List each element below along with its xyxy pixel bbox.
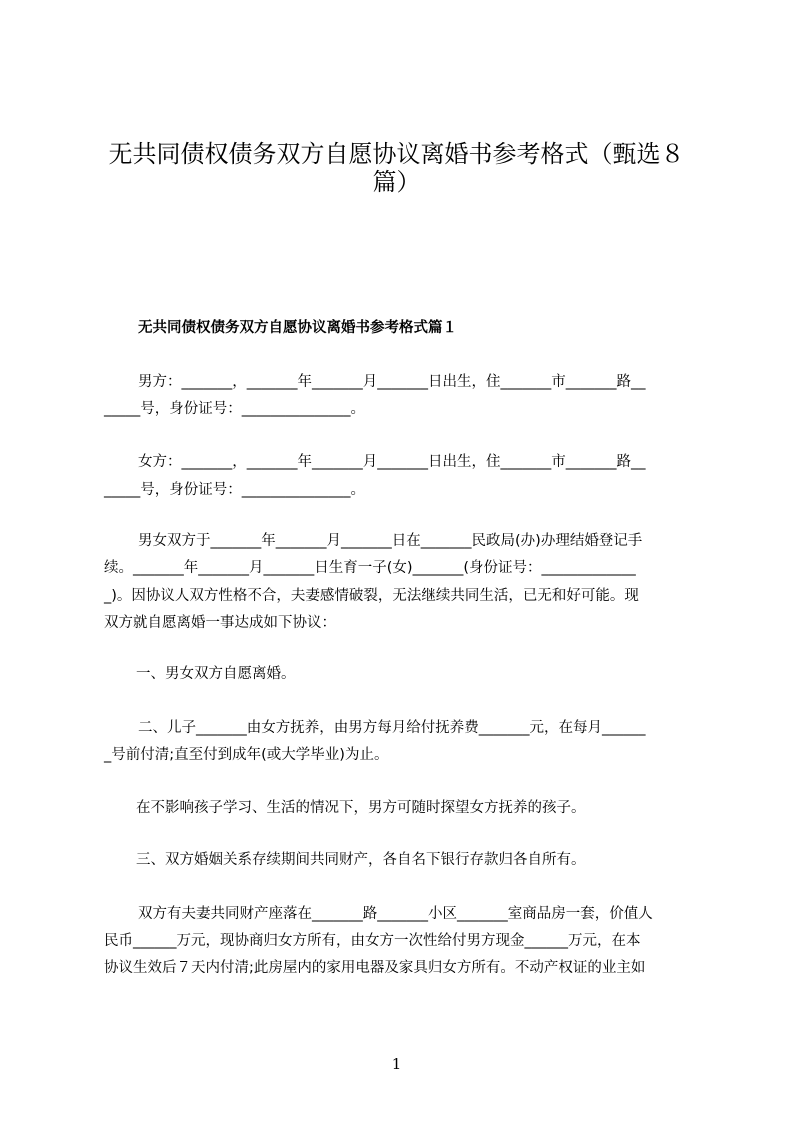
paragraph-line: 民币______万元，现协商归女方所有，由女方一次性给付男方现金______万元，在本 [104, 933, 641, 949]
page-number: 1 [391, 1055, 402, 1073]
paragraph-line: 协议生效后７天内付清;此房屋内的家用电器及家具归女方所有。不动产权证的业主如 [104, 960, 646, 976]
paragraph-line: _号前付清;直至付到成年(或大学毕业)为止。 [104, 747, 389, 763]
paragraph-line: _____号，身份证号：_______________。 [104, 482, 365, 498]
paragraph-line: 三、双方婚姻关系存续期间共同财产，各自名下银行存款归各自所有。 [136, 852, 586, 868]
paragraph-line: 女方：_______，_______年_______月_______日出生，住_______市_______路__ [138, 454, 646, 470]
paragraph-line: 二、儿子_______由女方抚养，由男方每月给付抚养费_______元，在每月______ [138, 720, 646, 736]
document-title [90, 140, 703, 196]
paragraph-line: 男女双方于_______年_______月_______日在_______民政局(办)办理结婚登记手 [138, 533, 643, 549]
paragraph-line: 一、男女双方自愿离婚。 [136, 666, 296, 682]
paragraph-line: 在不影响孩子学习、生活的情况下，男方可随时探望女方抚养的孩子。 [136, 800, 586, 816]
paragraph-line: 双方有夫妻共同财产座落在_______路_______小区_______室商品房一套，价值人 [138, 906, 653, 922]
paragraph-line: _)。因协议人双方性格不合，夫妻感情破裂，无法继续共同生活，已无和好可能。现 [104, 588, 639, 604]
section-title: 无共同债权债务双方自愿协议离婚书参考格式篇１ [138, 320, 457, 336]
paragraph-line: _____号，身份证号：_______________。 [104, 401, 365, 417]
paragraph-line: 男方：_______，_______年_______月_______日出生，住_______市_______路__ [138, 374, 646, 390]
paragraph-line: 双方就自愿离婚一事达成如下协议： [104, 615, 336, 631]
title-line-1: 无共同债权债务双方自愿协议离婚书参考格式（甄选８ [108, 140, 685, 168]
title-line-2: 篇） [372, 168, 421, 196]
paragraph-line: 续。_______年_______月_______日生育一子(女)_______(身份证号：_____________ [104, 560, 636, 576]
